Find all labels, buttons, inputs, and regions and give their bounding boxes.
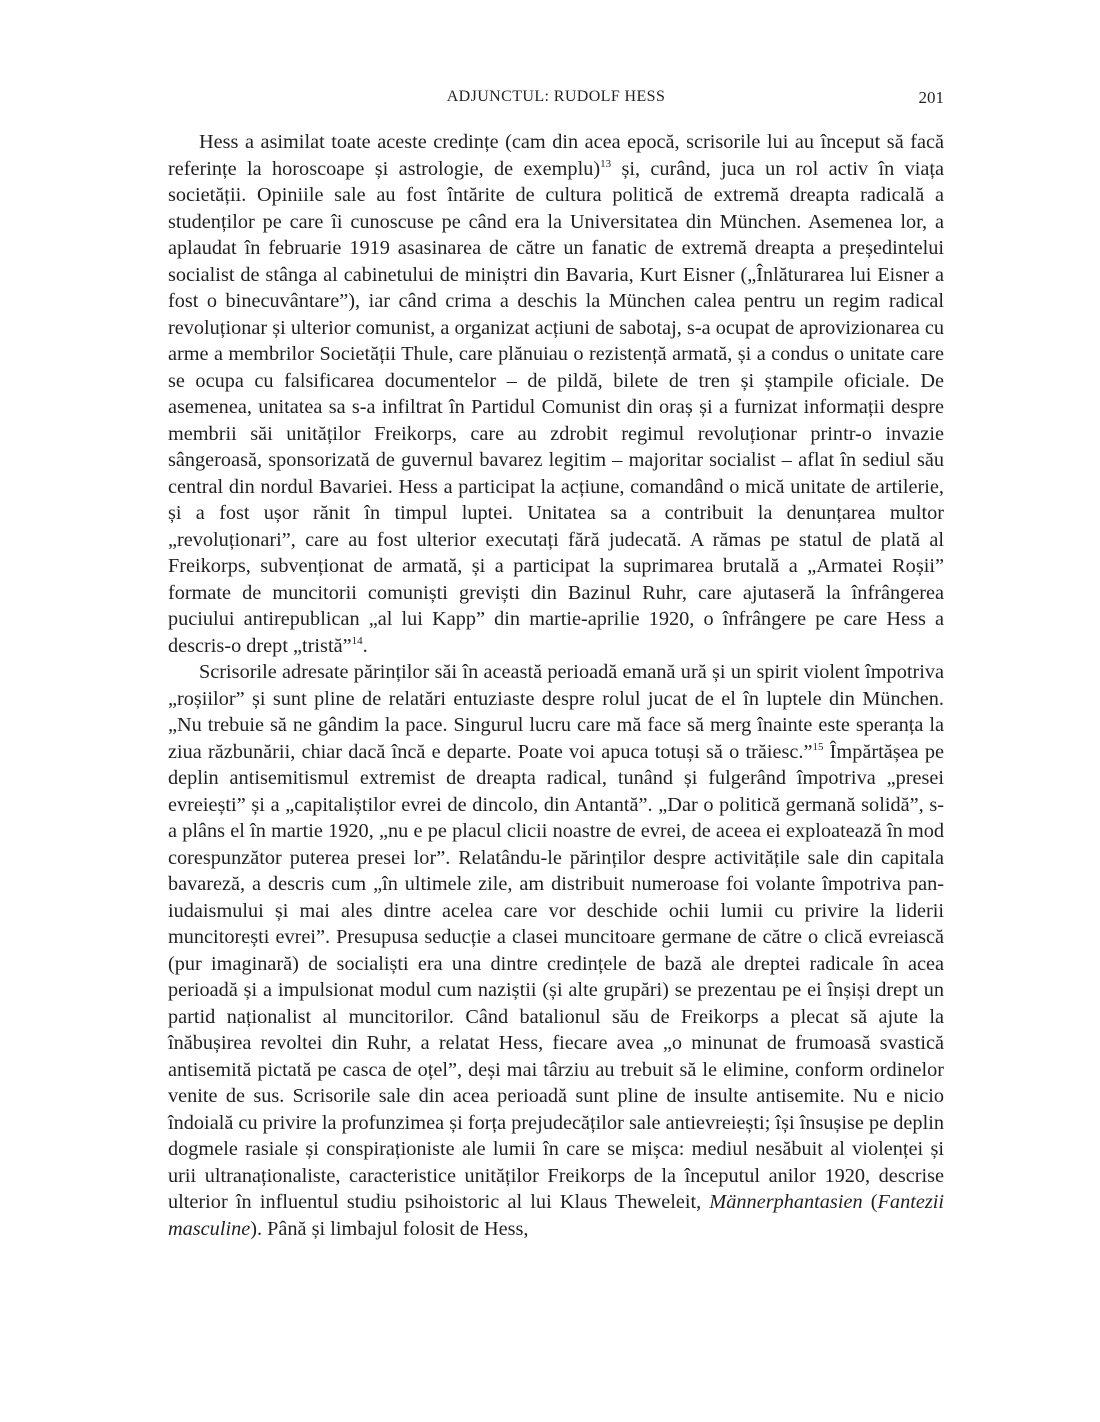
paragraph-1: [168, 129, 944, 659]
body-text: [168, 129, 944, 1242]
paragraph-1-text-c: .: [362, 634, 368, 657]
footnote-ref-14: 14: [351, 634, 363, 647]
book-title-german: Männerphantasien: [709, 1191, 863, 1213]
book-title-romanian: Fantezii masculine: [168, 1191, 945, 1240]
footnote-ref-13: 13: [600, 157, 612, 170]
paragraph-1-text-a: Hess a asimilat toate aceste credințe (cam din acea epocă, scrisorile lui au început să facă referințe la horoscoape și astrologie, de exemplu): [168, 131, 944, 180]
running-header: [168, 88, 944, 110]
paragraph-2-text-c: (: [862, 1191, 878, 1213]
paragraph-2-text-d: ). Până și limbajul folosit de Hess,: [250, 1217, 529, 1240]
running-title: ADJUNCTUL: RUDOLF HESS: [446, 88, 666, 105]
paragraph-2-text-a: Scrisorile adresate părinților săi în această perioadă emană ură și un spirit violent împotriva „roșiilor” și sunt pline de relatări entuziaste despre rolul jucat de el în luptele din München. „Nu trebuie să ne gândim la pace. Singurul lucru care mă face să merg înainte este speranța la ziua răzbunării, chiar dacă încă e departe. Poate voi apuca totuși să o trăiesc.”: [168, 661, 944, 763]
paragraph-2-text-b: Împărtășea pe deplin antisemitismul extremist de dreapta radical, tunând și fulgerând împotriva „presei evreiești” și a „capitaliștilor evrei de dincolo, din Antantă”. „Dar o politică germană solidă”, s-a plâns el în martie 1920, „nu e pe placul clicii noastre de evrei, de aceea ei exploatează în mod corespunzător puterea presei lor”. Relatându-le părinților despre activitățile sale din capitala bavareză, a descris cum „în ultimele zile, am distribuit numeroase foi volante împotriva pan-iudaismului și mai ales dintre acelea care vor deschide ochii lumii cu privire la liderii muncitorești evrei”. Presupusa seducție a clasei muncitoare germane de către o clică evreiască (pur imaginară) de socialiști era una dintre credințele de bază ale dreptei radicale în acea perioadă și a impulsionat modul cum naziștii (și alte grupări) se prezentau pe ei înșiși drept un partid naționalist al muncitorilor. Când batalionul său de Freikorps a plecat să ajute la înăbușirea revoltei din Ruhr, a relatat Hess, fiecare avea „o minunat de frumoasă svastică antisemită pictată pe casca de oțel”, deși mai târziu au trebuit să le elimine, conform ordinelor venite de sus. Scrisorile sale din acea perioadă sunt pline de insulte antisemite. Nu e nicio îndoială cu privire la profunzimea și forța prejudecăților sale antievreiești; își însușise pe deplin dogmele rasiale și conspiraționiste ale lumii în care se mișca: mediul nesăbuit al violenței și urii ultranaționaliste, caracteristice unităților Freikorps de la începutul anilor 1920, descrise ulterior în influentul studiu psihoistoric al lui Klaus Theweleit,: [168, 740, 944, 1213]
paragraph-1-text-b: și, curând, juca un rol activ în viața societății. Opiniile sale au fost întărite de cultura politică de extremă dreapta radicală a studenților pe care îi cunoscuse pe când era la Universitatea din München. Asemenea lor, a aplaudat în februarie 1919 asasinarea de către un fanatic de extremă dreapta a președintelui socialist de stânga al cabinetului de miniștri din Bavaria, Kurt Eisner („Înlăturarea lui Eisner a fost o binecuvântare”), iar când crima a deschis la München calea pentru un regim radical revoluționar și ulterior comunist, a organizat acțiuni de sabotaj, s-a ocupat de aprovizionarea cu arme a membrilor Societății Thule, care plănuiau o rezistență armată, și a condus o unitate care se ocupa cu falsificarea documentelor – de pildă, bilete de tren și ștampile oficiale. De asemenea, unitatea sa s-a infiltrat în Partidul Comunist din oraș și a furnizat informații despre membrii săi unităților Freikorps, care au zdrobit regimul revoluționar printr-o invazie sângeroasă, sponsorizată de guvernul bavarez legitim – majoritar socialist – aflat în sediul său central din nordul Bavariei. Hess a participat la acțiune, comandând o mică unitate de artilerie, și a fost ușor rănit în timpul luptei. Unitatea sa a contribuit la denunțarea multor „revoluționari”, care au fost ulterior executați fără judecată. A rămas pe statul de plată al Freikorps, subvenționat de armată, și a participat la suprimarea brutală a „Armatei Roșii” formate de muncitorii comuniști greviști din Bazinul Ruhr, care ajutaseră la înfrângerea puciului antirepublican „al lui Kapp” din martie-aprilie 1920, o înfrângere pe care Hess a descris-o drept „tristă”: [168, 157, 944, 657]
footnote-ref-15: 15: [812, 740, 824, 753]
paragraph-2: [168, 659, 944, 1242]
page-number: 201: [918, 88, 944, 107]
